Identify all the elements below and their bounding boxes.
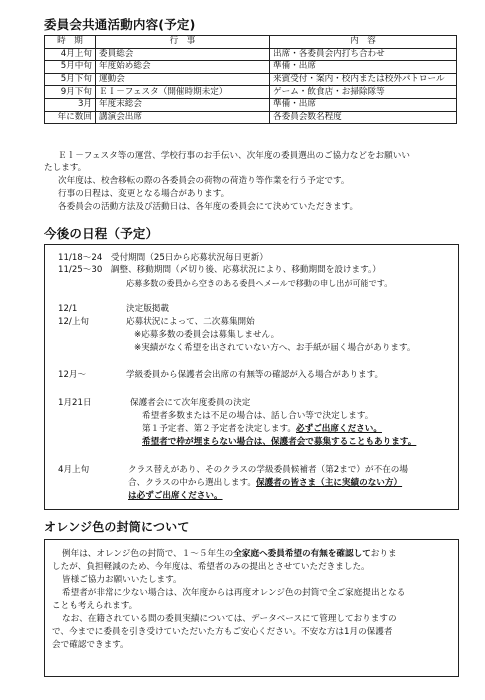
schedule-line: 11/25～30 調整、移動期間（〆切り後、応募状況により、移動期間を設けます。） (58, 265, 381, 275)
section1-paragraph: 行事の日程は、変更となる場合があります。 (58, 189, 230, 199)
table-cell: ゲーム・飲食店・お掃除隊等 (270, 86, 457, 99)
envelope-line: ことも考えられます。 (52, 601, 138, 611)
table-cell: 講演会出席 (96, 111, 270, 124)
schedule-line (142, 423, 382, 435)
table-cell: 準備・出席 (270, 98, 457, 111)
schedule-line: 希望者多数または不足の場合は、話し合い等で決定します。 (142, 411, 374, 421)
table-row (45, 111, 457, 124)
envelope-line (62, 548, 397, 560)
envelope-text: 例年は、オレンジ色の封筒で、１～５年生の (62, 549, 234, 559)
recruit-note: 希望者で枠が埋まらない場合は、保護者会で募集することもあります。 (142, 437, 417, 447)
schedule-text: 合、クラスの中から選出します。 (128, 478, 256, 488)
table-cell: 4月上旬 (45, 48, 96, 61)
envelope-line: で、今までに委員を引き受けていただいた方もご安心ください。不安な方は1月の保護者 (52, 627, 393, 637)
schedule-date: 12月～ (58, 370, 87, 380)
section1-title: 委員会共通活動内容(予定) (44, 17, 196, 32)
schedule-note: ※応募多数の委員会は募集しません。 (134, 330, 280, 340)
table-row (45, 61, 457, 74)
table-cell: 年度末総会 (96, 98, 270, 111)
section2-title: 今後の日程（予定） (44, 226, 159, 241)
table-cell: 準備・出席 (270, 61, 457, 74)
table-cell: 出席・各委員会内打ち合わせ (270, 48, 457, 61)
section3-title: オレンジ色の封筒について (44, 520, 190, 534)
table-row (45, 48, 457, 61)
section1-paragraph: 次年度は、校舎移転の際の各委員会の荷物の荷造り等作業を行う予定です。 (58, 176, 350, 186)
schedule-line: 応募多数の委員から空きのある委員へメールで移動の申し出が可能です。 (126, 278, 393, 288)
schedule-line: 11/18～24 受付期間（25日から応募状況毎日更新） (58, 253, 268, 263)
schedule-line: 学級委員から保護者会出席の有無等の確認が入る場合があります。 (126, 370, 384, 380)
schedule-date: 12/上旬 (58, 317, 90, 327)
section1-paragraph: たします。 (44, 163, 87, 173)
table-row (45, 73, 457, 86)
table-cell: 各委員会数名程度 (270, 111, 457, 124)
table-cell: 3月 (45, 98, 96, 111)
table-cell: 運動会 (96, 73, 270, 86)
envelope-line: なお、在籍されている間の委員実績については、データベースにて管理しておりますの (62, 614, 397, 624)
header-cell: 内 容 (270, 36, 457, 49)
header-cell: 時 期 (45, 36, 96, 49)
table-cell: 5月下旬 (45, 73, 96, 86)
schedule-line: 応募状況によって、二次募集開始 (126, 317, 255, 327)
envelope-emphasis: 全家庭へ委員希望の有無を確認して (233, 549, 371, 559)
schedule-line: 保護者会にて次年度委員の決定 (130, 398, 251, 408)
table-cell: ＥＩ－フェスタ（開催時期未定） (96, 86, 270, 99)
schedule-date: 4月上旬 (58, 465, 90, 475)
schedule-line (128, 477, 402, 489)
table-row (45, 86, 457, 99)
table-cell: 年に数回 (45, 111, 96, 124)
table-header-row (45, 36, 457, 49)
schedule-date: 12/1 (58, 304, 78, 314)
guardians-note: 保護者の皆さま（主に実績のない方） (255, 478, 403, 488)
envelope-line: 会で確認できます。 (52, 640, 129, 650)
schedule-text: 第１予定者、第２予定者を決定します。 (142, 424, 297, 434)
section1-paragraph: Ｅｌ－フェスタ等の運営、学校行事のお手伝い、次年度の委員選出のご協力などをお願いい (58, 151, 410, 161)
table-cell: 9月下旬 (45, 86, 96, 99)
table-cell: 来賓受付・案内・校内または校外パトロール (270, 73, 457, 86)
section1-paragraph: 各委員会の活動方法及び活動日は、各年度の委員会にて決めていただきます。 (58, 202, 359, 212)
table-cell: 5月中旬 (45, 61, 96, 74)
table-row (45, 98, 457, 111)
activity-table (44, 35, 457, 124)
envelope-line: 希望者が非常に少ない場合は、次年度からは再度オレンジ色の封筒で全ご家庭提出となる (62, 588, 406, 598)
attendance-required: 必ずご出席ください。 (296, 424, 382, 434)
schedule-line: 決定版掲載 (126, 304, 169, 314)
schedule-line: クラス替えがあり、そのクラスの学級委員候補者（第2まで）が不在の場 (128, 465, 408, 475)
schedule-note: ※実績がなく希望を出されていない方へ、お手紙が届く場合があります。 (134, 343, 416, 353)
table-cell: 委員総会 (96, 48, 270, 61)
envelope-line: したが、負担軽減のため、今年度は、希望者のみの提出とさせていただきました。 (52, 562, 370, 572)
header-cell: 行 事 (96, 36, 270, 49)
schedule-date: 1月21日 (58, 398, 92, 408)
envelope-line: 皆様ご協力お願いいたします。 (62, 575, 182, 585)
table-cell: 年度始め総会 (96, 61, 270, 74)
envelope-text: おりま (370, 549, 397, 559)
attendance-required: は必ずご出席ください。 (128, 491, 223, 501)
